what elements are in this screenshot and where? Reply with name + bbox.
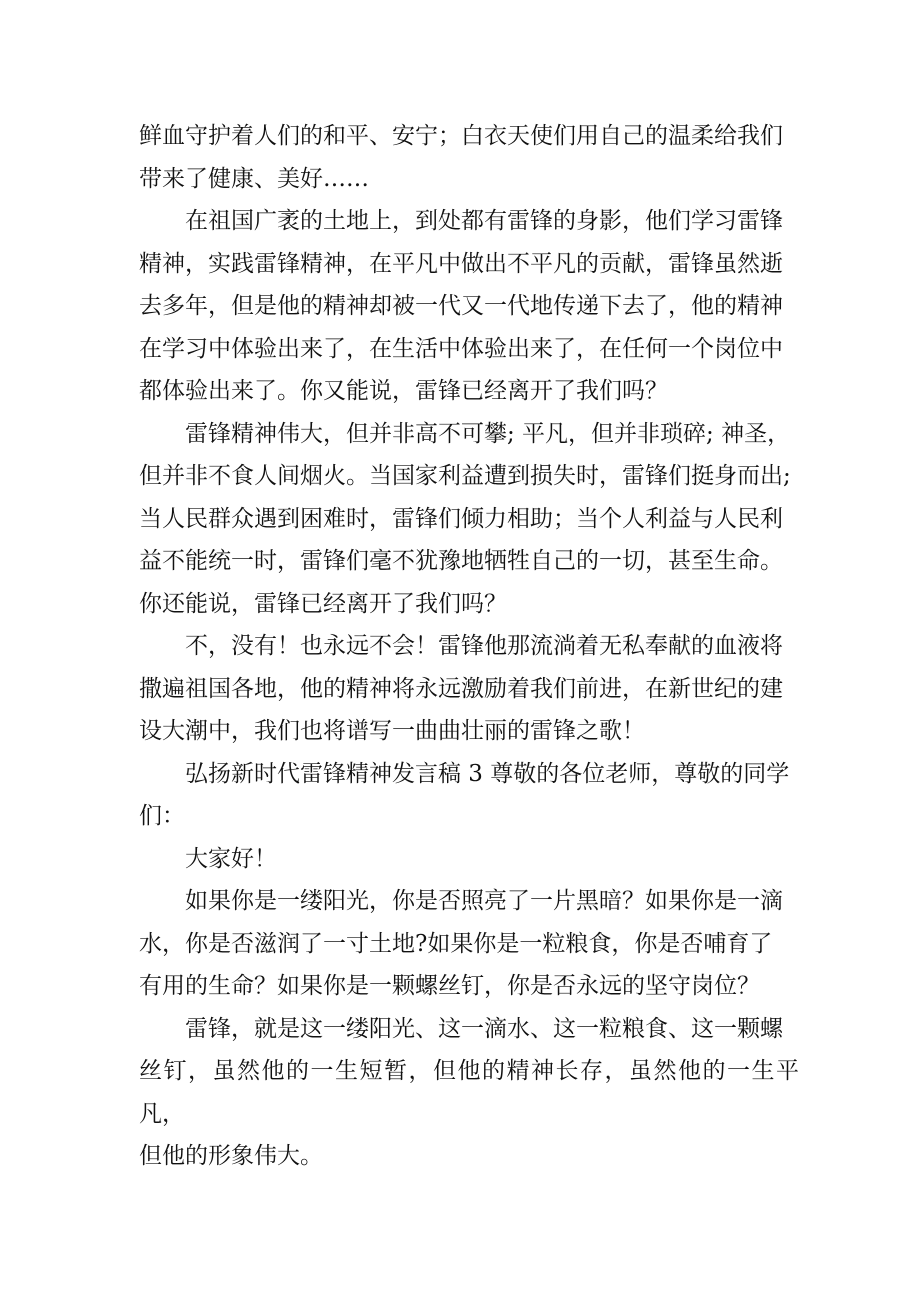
paragraph-6: 大家好！ (185, 845, 277, 872)
paragraph-8: 雷锋，就是这一缕阳光、这一滴水、这一粒粮食、这一颗螺 丝钉，虽然他的一生短暂，但他的精神长存，虽然他的一生平凡， 但他的形象伟大。 (139, 1015, 799, 1169)
paragraph-7: 如果你是一缕阳光，你是否照亮了一片黑暗？如果你是一滴 水，你是否滋润了一寸土地?如果你是一粒粮食，你是否哺育了 有用的生命？如果你是一颗螺丝钉，你是否永远的坚守岗位？ (139, 888, 783, 999)
paragraph-1: 鲜血守护着人们的和平、安宁；白衣天使们用自己的温柔给我们 带来了健康、美好…… (139, 123, 783, 192)
paragraph-2: 在祖国广袤的土地上，到处都有雷锋的身影，他们学习雷锋 精神，实践雷锋精神，在平凡中做出不平凡的贡献，雷锋虽然逝 去多年，但是他的精神却被一代又一代地传递下去了，他的精神 在学习中体验出来了，在生活中体验出来了，在任何一个岗位中 都体验出来了。你又能说，雷锋已经离开了我们吗？ (139, 208, 783, 404)
paragraph-5: 弘扬新时代雷锋精神发言稿 3 尊敬的各位老师，尊敬的同学 们： (139, 760, 790, 829)
paragraph-3: 雷锋精神伟大，但并非高不可攀; 平凡，但并非琐碎; 神圣， 但并非不食人间烟火。当国家利益遭到损失时，雷锋们挺身而出; 当人民群众遇到困难时，雷锋们倾力相助；当个人利益与人民利 益不能统一时，雷锋们毫不犹豫地牺牲自己的一切，甚至生命。 你还能说，雷锋已经离开了我们吗？ (139, 420, 791, 617)
paragraph-4: 不，没有！也永远不会！雷锋他那流淌着无私奉献的血液将 撒遍祖国各地，他的精神将永远激励着我们前进，在新世纪的建 设大潮中，我们也将谱写一曲曲壮丽的雷锋之歌！ (139, 633, 783, 744)
document-body (139, 115, 799, 1178)
